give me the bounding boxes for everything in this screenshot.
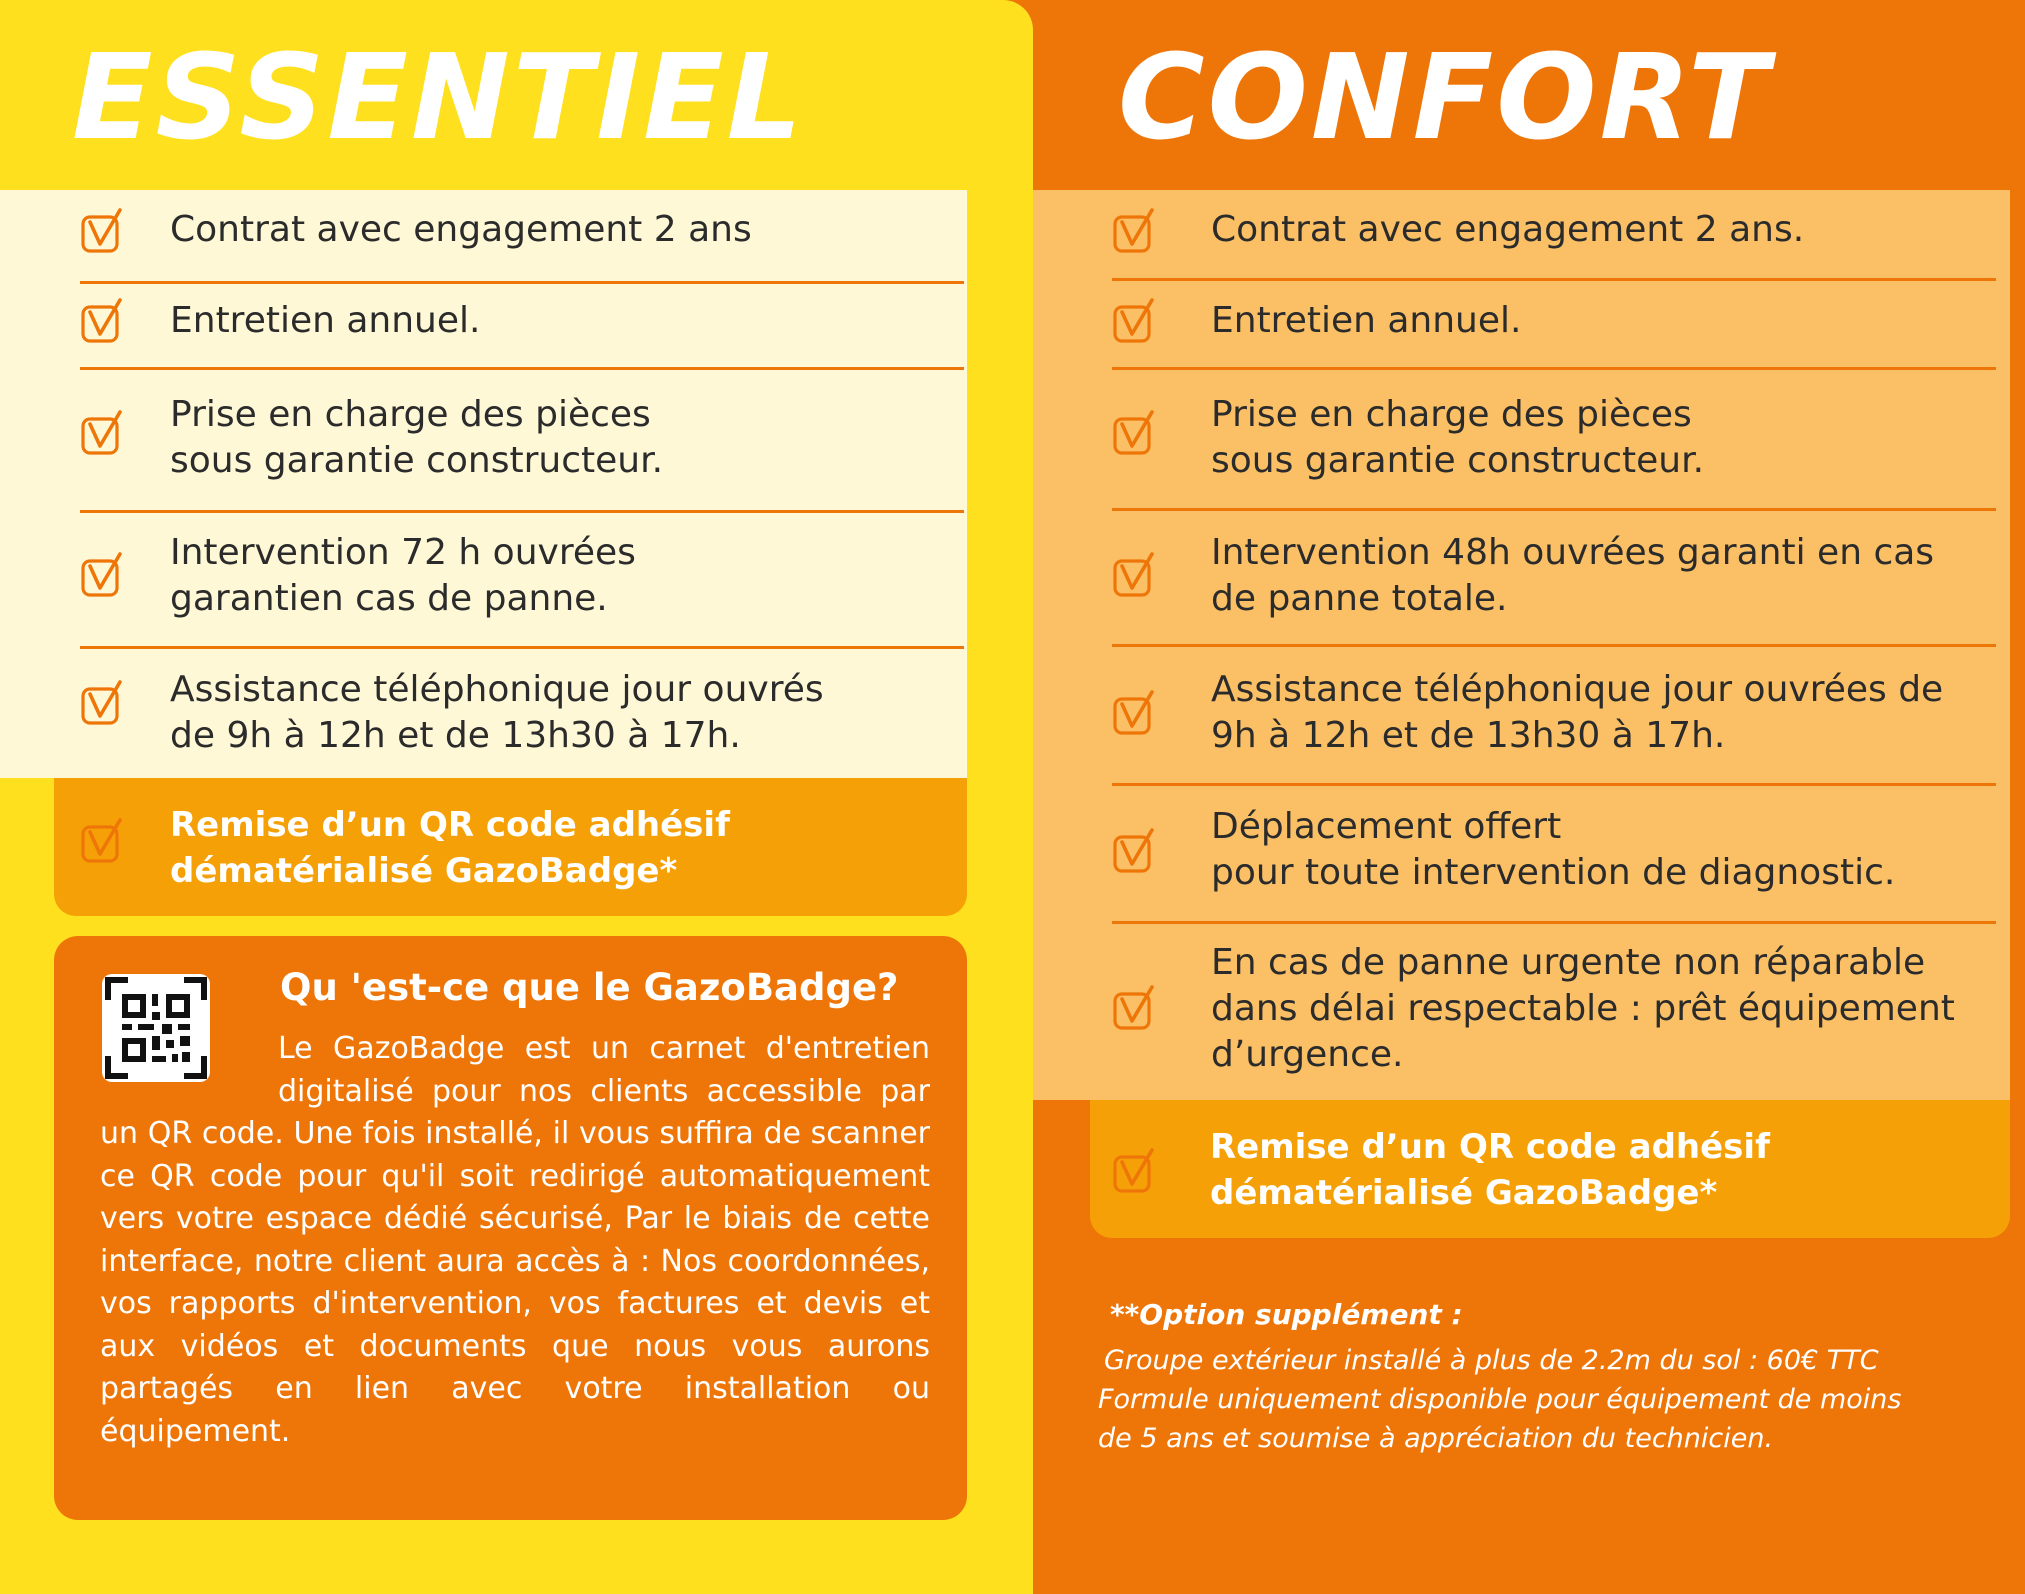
feature-text: Entretien annuel. — [1211, 300, 1522, 341]
essentiel-feature-item — [170, 296, 480, 346]
essentiel-feature-item — [170, 388, 663, 488]
divider — [1112, 278, 1996, 281]
option-title: **Option supplément : — [1110, 1298, 1463, 1331]
checkbox-check-icon — [80, 410, 126, 456]
confort-feature-item — [1211, 663, 1943, 763]
essentiel-title: ESSENTIEL — [72, 28, 805, 166]
checkbox-check-icon — [1112, 552, 1158, 598]
essentiel-feature-item — [170, 205, 752, 255]
divider — [80, 510, 964, 513]
confort-feature-item — [1211, 800, 1895, 900]
divider — [80, 281, 964, 284]
essentiel-feature-item — [170, 526, 636, 626]
checkbox-check-icon — [1112, 690, 1158, 736]
checkbox-check-icon — [80, 680, 126, 726]
gazobadge-info-box — [54, 936, 967, 1520]
checkbox-check-icon — [1112, 410, 1158, 456]
divider — [80, 646, 964, 649]
checkbox-check-icon — [80, 552, 126, 598]
option-line: Formule uniquement disponible pour équipement de moins — [1098, 1384, 1902, 1415]
remise-text: Remise d’un QR code adhésif dématérialisé GazoBadge* — [170, 805, 730, 891]
confort-feature-item — [1211, 388, 1704, 488]
checkbox-check-icon — [1112, 208, 1158, 254]
feature-text: Contrat avec engagement 2 ans — [170, 209, 752, 250]
gazobadge-description — [100, 1028, 930, 1453]
divider — [1112, 367, 1996, 370]
option-supplement — [1098, 1298, 1998, 1458]
checkbox-check-icon — [1112, 985, 1158, 1031]
confort-title: CONFORT — [1118, 28, 1772, 166]
essentiel-remise-box — [54, 778, 967, 916]
confort-feature-item — [1211, 526, 1934, 626]
feature-text: Assistance téléphonique jour ouvrés de 9h à 12h et de 13h30 à 17h. — [170, 669, 824, 756]
feature-text: En cas de panne urgente non réparable dans délai respectable : prêt équipement d’urgence. — [1211, 942, 1955, 1075]
remise-text: Remise d’un QR code adhésif dématérialisé GazoBadge* — [1210, 1127, 1770, 1213]
divider — [1112, 921, 1996, 924]
option-line: Groupe extérieur installé à plus de 2.2m du sol : 60€ TTC — [1104, 1345, 1879, 1376]
feature-text: Intervention 48h ouvrées garanti en cas de panne totale. — [1211, 532, 1935, 619]
confort-feature-item — [1211, 936, 1955, 1082]
feature-text: Assistance téléphonique jour ouvrées de 9h à 12h et de 13h30 à 17h. — [1211, 669, 1944, 756]
feature-text: Contrat avec engagement 2 ans. — [1211, 209, 1805, 250]
feature-text: Déplacement offert pour toute intervention de diagnostic. — [1211, 806, 1896, 893]
confort-remise-box — [1090, 1100, 2010, 1238]
feature-text: Intervention 72 h ouvrées garantien cas de panne. — [170, 532, 636, 619]
checkbox-check-icon — [1112, 298, 1158, 344]
gazobadge-body-text: Le GazoBadge est un carnet d'entretien digitalisé pour nos clients accessible par un QR code. Une fois installé, il vous suffira de scanner ce QR code pour qu'il soit redirigé automatiquement vers votre espace dédié sécurisé, Par le biais de cette interface, notre client aura accès à : Nos coordonnées, vos rapports d'intervention, vos factures et devis et aux vidéos et documents que nous vous aurons partagés en lien avec votre installation ou équipement. — [100, 1031, 930, 1449]
divider — [1112, 508, 1996, 511]
gazobadge-title: Qu 'est-ce que le GazoBadge? — [280, 966, 899, 1009]
checkbox-check-icon — [1112, 828, 1158, 874]
checkbox-check-icon — [80, 818, 126, 864]
divider — [80, 367, 964, 370]
confort-feature-item — [1211, 296, 1521, 346]
option-line: de 5 ans et soumise à appréciation du technicien. — [1098, 1423, 1774, 1454]
divider — [1112, 783, 1996, 786]
confort-feature-item — [1211, 205, 1804, 255]
checkbox-check-icon — [1112, 1148, 1158, 1194]
feature-text: Prise en charge des pièces sous garantie constructeur. — [170, 394, 664, 481]
essentiel-feature-item — [170, 663, 824, 763]
feature-text: Prise en charge des pièces sous garantie constructeur. — [1211, 394, 1705, 481]
divider — [1112, 644, 1996, 647]
feature-text: Entretien annuel. — [170, 300, 481, 341]
checkbox-check-icon — [80, 208, 126, 254]
checkbox-check-icon — [80, 298, 126, 344]
